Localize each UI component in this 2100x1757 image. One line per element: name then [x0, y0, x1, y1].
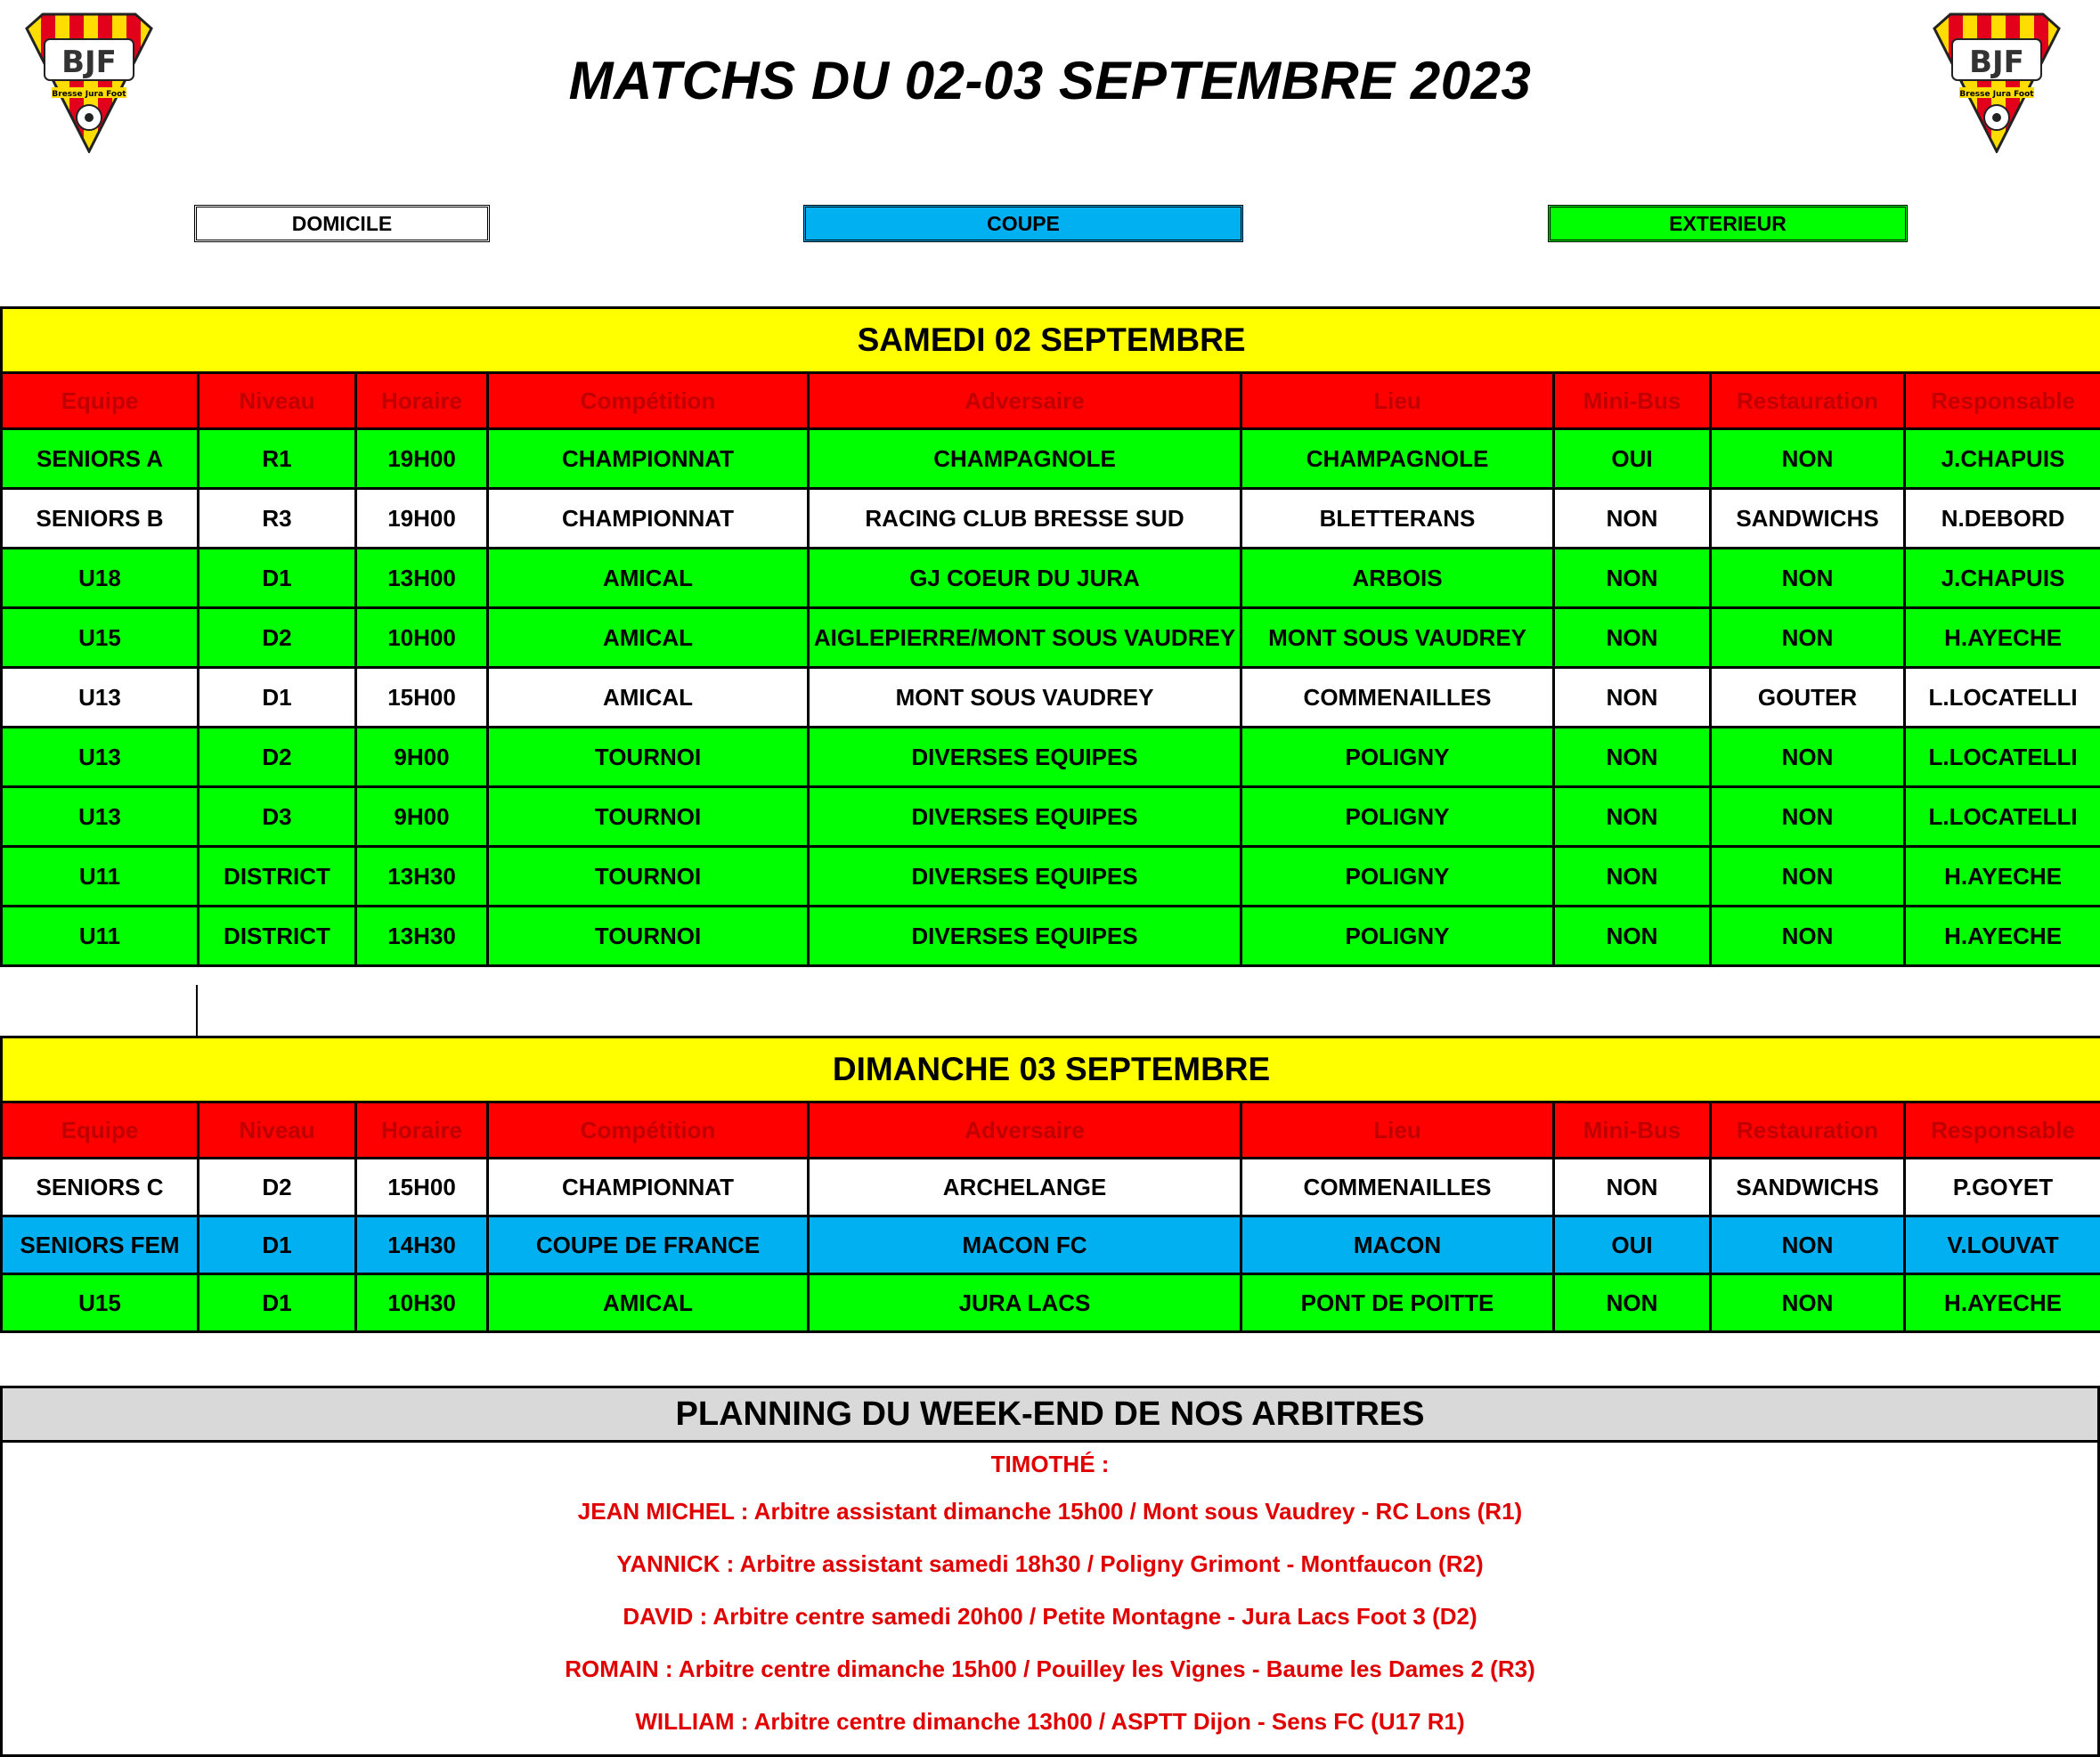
match-cell: SANDWICHS: [1711, 489, 1905, 549]
match-cell: J.CHAPUIS: [1905, 429, 2100, 489]
match-cell: NON: [1554, 1159, 1711, 1216]
match-cell: 15H00: [356, 1159, 488, 1216]
svg-text:BJF: BJF: [1969, 45, 2024, 80]
match-cell: NON: [1711, 728, 1905, 787]
match-cell: V.LOUVAT: [1905, 1216, 2100, 1274]
column-header: Restauration: [1711, 373, 1905, 429]
match-cell: CHAMPAGNOLE: [1241, 429, 1554, 489]
column-header: Compétition: [488, 373, 809, 429]
match-row: [2, 549, 2100, 608]
match-cell: D2: [199, 608, 356, 668]
match-cell: U15: [2, 608, 199, 668]
sunday-title: DIMANCHE 03 SEPTEMBRE: [2, 1037, 2100, 1102]
column-header: Mini-Bus: [1554, 1102, 1711, 1159]
match-cell: L.LOCATELLI: [1905, 787, 2100, 847]
saturday-table: [0, 306, 2100, 967]
column-header: Lieu: [1241, 373, 1554, 429]
referee-line: ROMAIN : Arbitre centre dimanche 15h00 / Pouilley les Vignes - Baume les Dames 2 (R3): [565, 1655, 1535, 1682]
column-header: Niveau: [199, 1102, 356, 1159]
match-cell: NON: [1554, 489, 1711, 549]
match-cell: SENIORS A: [2, 429, 199, 489]
column-header: Niveau: [199, 373, 356, 429]
svg-text:Bresse Jura Foot: Bresse Jura Foot: [1959, 90, 2034, 99]
match-cell: MACON FC: [809, 1216, 1241, 1274]
sunday-table: [0, 1036, 2100, 1333]
match-cell: NON: [1711, 608, 1905, 668]
match-cell: 15H00: [356, 668, 488, 728]
match-cell: POLIGNY: [1241, 907, 1554, 966]
match-cell: ARCHELANGE: [809, 1159, 1241, 1216]
match-cell: 14H30: [356, 1216, 488, 1274]
match-cell: 19H00: [356, 429, 488, 489]
match-cell: CHAMPIONNAT: [488, 429, 809, 489]
column-header: Equipe: [2, 1102, 199, 1159]
match-cell: COMMENAILLES: [1241, 1159, 1554, 1216]
match-cell: AMICAL: [488, 549, 809, 608]
match-cell: TOURNOI: [488, 787, 809, 847]
match-cell: D1: [199, 668, 356, 728]
match-cell: DIVERSES EQUIPES: [809, 728, 1241, 787]
match-cell: NON: [1554, 907, 1711, 966]
referees-title: PLANNING DU WEEK-END DE NOS ARBITRES: [3, 1388, 2097, 1443]
match-cell: D2: [199, 1159, 356, 1216]
match-cell: TOURNOI: [488, 728, 809, 787]
match-cell: H.AYECHE: [1905, 847, 2100, 907]
match-cell: POLIGNY: [1241, 847, 1554, 907]
match-cell: DISTRICT: [199, 907, 356, 966]
match-row: [2, 668, 2100, 728]
match-cell: N.DEBORD: [1905, 489, 2100, 549]
match-cell: NON: [1711, 1274, 1905, 1332]
match-cell: SENIORS C: [2, 1159, 199, 1216]
match-cell: NON: [1711, 847, 1905, 907]
match-cell: 13H30: [356, 847, 488, 907]
match-cell: NON: [1554, 787, 1711, 847]
column-header: Mini-Bus: [1554, 373, 1711, 429]
match-cell: J.CHAPUIS: [1905, 549, 2100, 608]
column-header: Horaire: [356, 1102, 488, 1159]
column-header: Restauration: [1711, 1102, 1905, 1159]
match-cell: NON: [1711, 907, 1905, 966]
saturday-title: SAMEDI 02 SEPTEMBRE: [2, 308, 2100, 373]
match-cell: MACON: [1241, 1216, 1554, 1274]
match-cell: R3: [199, 489, 356, 549]
legend-coupe: COUPE: [803, 205, 1243, 242]
match-cell: 9H00: [356, 787, 488, 847]
match-cell: 9H00: [356, 728, 488, 787]
match-cell: D3: [199, 787, 356, 847]
referee-line: JEAN MICHEL : Arbitre assistant dimanche 15h00 / Mont sous Vaudrey - RC Lons (R1): [577, 1498, 1523, 1525]
column-header: Responsable: [1905, 373, 2100, 429]
match-cell: H.AYECHE: [1905, 1274, 2100, 1332]
referee-line: DAVID : Arbitre centre samedi 20h00 / Petite Montagne - Jura Lacs Foot 3 (D2): [623, 1603, 1477, 1630]
match-cell: U11: [2, 907, 199, 966]
match-cell: CHAMPIONNAT: [488, 1159, 809, 1216]
match-cell: TOURNOI: [488, 847, 809, 907]
svg-text:BJF: BJF: [61, 45, 117, 80]
svg-text:Bresse Jura Foot: Bresse Jura Foot: [52, 90, 126, 99]
match-cell: D1: [199, 1216, 356, 1274]
match-cell: OUI: [1554, 1216, 1711, 1274]
referee-line: YANNICK : Arbitre assistant samedi 18h30 / Poligny Grimont - Montfaucon (R2): [616, 1550, 1484, 1577]
column-header: Lieu: [1241, 1102, 1554, 1159]
match-cell: ARBOIS: [1241, 549, 1554, 608]
match-cell: NON: [1554, 608, 1711, 668]
match-row: [2, 1274, 2100, 1332]
match-cell: COMMENAILLES: [1241, 668, 1554, 728]
column-header: Adversaire: [809, 373, 1241, 429]
match-cell: L.LOCATELLI: [1905, 668, 2100, 728]
match-cell: JURA LACS: [809, 1274, 1241, 1332]
match-cell: CHAMPIONNAT: [488, 489, 809, 549]
match-cell: U11: [2, 847, 199, 907]
match-cell: PONT DE POITTE: [1241, 1274, 1554, 1332]
referees-panel: [0, 1386, 2100, 1757]
match-cell: NON: [1711, 429, 1905, 489]
column-header: Compétition: [488, 1102, 809, 1159]
match-row: [2, 608, 2100, 668]
match-row: [2, 907, 2100, 966]
match-row: [2, 1216, 2100, 1274]
sunday-header-row: [2, 1102, 2100, 1159]
match-cell: NON: [1711, 787, 1905, 847]
match-cell: H.AYECHE: [1905, 907, 2100, 966]
match-cell: 10H00: [356, 608, 488, 668]
match-cell: MONT SOUS VAUDREY: [809, 668, 1241, 728]
match-cell: RACING CLUB BRESSE SUD: [809, 489, 1241, 549]
match-cell: POLIGNY: [1241, 787, 1554, 847]
match-cell: SENIORS FEM: [2, 1216, 199, 1274]
match-cell: D1: [199, 549, 356, 608]
match-cell: COUPE DE FRANCE: [488, 1216, 809, 1274]
match-cell: NON: [1554, 668, 1711, 728]
match-cell: DIVERSES EQUIPES: [809, 787, 1241, 847]
match-cell: AIGLEPIERRE/MONT SOUS VAUDREY: [809, 608, 1241, 668]
match-cell: GOUTER: [1711, 668, 1905, 728]
column-header: Adversaire: [809, 1102, 1241, 1159]
match-cell: DISTRICT: [199, 847, 356, 907]
match-cell: P.GOYET: [1905, 1159, 2100, 1216]
match-cell: U18: [2, 549, 199, 608]
match-cell: BLETTERANS: [1241, 489, 1554, 549]
match-cell: 10H30: [356, 1274, 488, 1332]
match-cell: NON: [1554, 847, 1711, 907]
column-header: Horaire: [356, 373, 488, 429]
column-header: Equipe: [2, 373, 199, 429]
match-cell: SANDWICHS: [1711, 1159, 1905, 1216]
match-cell: 19H00: [356, 489, 488, 549]
match-cell: D2: [199, 728, 356, 787]
match-row: [2, 1159, 2100, 1216]
match-cell: L.LOCATELLI: [1905, 728, 2100, 787]
match-cell: MONT SOUS VAUDREY: [1241, 608, 1554, 668]
match-cell: OUI: [1554, 429, 1711, 489]
match-cell: R1: [199, 429, 356, 489]
match-cell: D1: [199, 1274, 356, 1332]
match-cell: DIVERSES EQUIPES: [809, 847, 1241, 907]
match-cell: CHAMPAGNOLE: [809, 429, 1241, 489]
divider-line: [196, 985, 198, 1036]
match-cell: NON: [1711, 549, 1905, 608]
match-cell: SENIORS B: [2, 489, 199, 549]
referee-line: TIMOTHÉ :: [990, 1451, 1110, 1477]
match-cell: GJ COEUR DU JURA: [809, 549, 1241, 608]
match-cell: NON: [1554, 728, 1711, 787]
match-cell: AMICAL: [488, 668, 809, 728]
match-cell: H.AYECHE: [1905, 608, 2100, 668]
referee-line: WILLIAM : Arbitre centre dimanche 13h00 / ASPTT Dijon - Sens FC (U17 R1): [635, 1708, 1465, 1735]
match-row: [2, 847, 2100, 907]
match-cell: U13: [2, 668, 199, 728]
match-cell: U13: [2, 728, 199, 787]
saturday-header-row: [2, 373, 2100, 429]
match-row: [2, 787, 2100, 847]
legend-exterieur: EXTERIEUR: [1548, 205, 1908, 242]
match-cell: AMICAL: [488, 608, 809, 668]
match-row: [2, 489, 2100, 549]
match-cell: DIVERSES EQUIPES: [809, 907, 1241, 966]
match-cell: AMICAL: [488, 1274, 809, 1332]
match-cell: POLIGNY: [1241, 728, 1554, 787]
match-cell: U13: [2, 787, 199, 847]
column-header: Responsable: [1905, 1102, 2100, 1159]
match-cell: TOURNOI: [488, 907, 809, 966]
match-row: [2, 728, 2100, 787]
match-cell: NON: [1711, 1216, 1905, 1274]
match-cell: 13H00: [356, 549, 488, 608]
match-row: [2, 429, 2100, 489]
match-cell: NON: [1554, 549, 1711, 608]
page-title: MATCHS DU 02-03 SEPTEMBRE 2023: [568, 51, 1532, 110]
match-cell: 13H30: [356, 907, 488, 966]
match-cell: NON: [1554, 1274, 1711, 1332]
match-cell: U15: [2, 1274, 199, 1332]
legend-domicile: DOMICILE: [194, 205, 490, 242]
